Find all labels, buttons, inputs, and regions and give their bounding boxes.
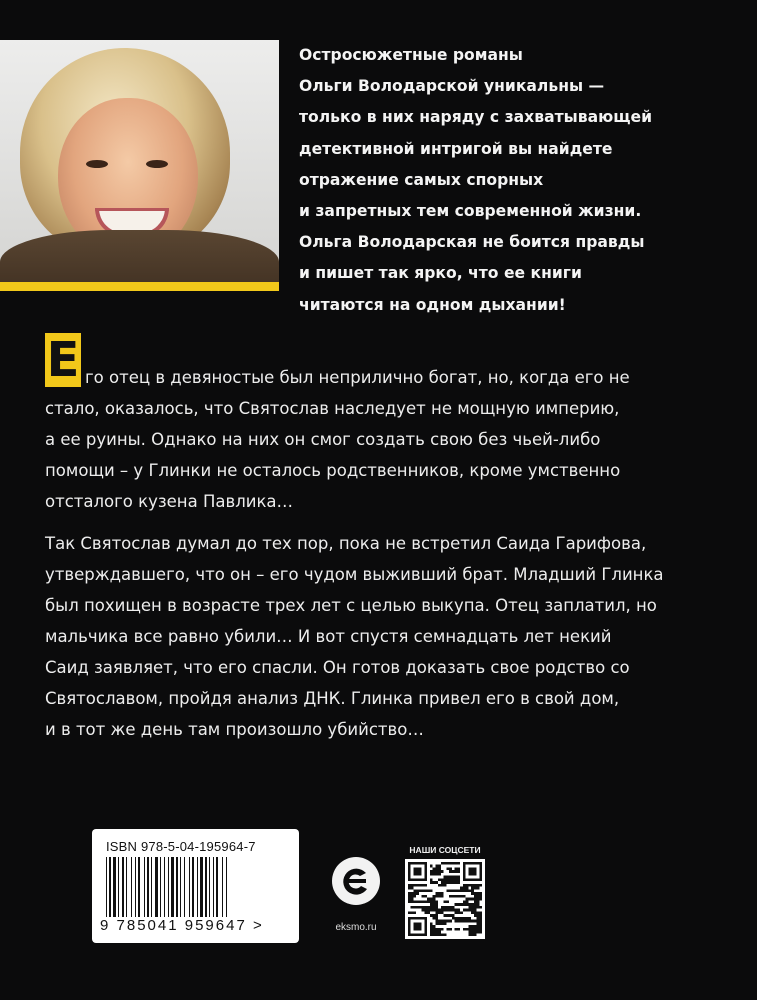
author-photo [0, 40, 279, 282]
qr-code-icon [405, 859, 485, 939]
story-line: Святославом, пройдя анализ ДНК. Глинка привел его в свой дом, [45, 689, 620, 708]
story-line: отсталого кузена Павлика… [45, 492, 294, 511]
photo-accent-bar [0, 282, 279, 291]
story-line: утверждавшего, что он – его чудом выживший брат. Младший Глинка [45, 565, 664, 584]
story-line: был похищен в возрасте трех лет с целью выкупа. Отец заплатил, но [45, 596, 657, 615]
blurb-line: и запретных тем современной жизни. [299, 202, 642, 221]
author-blurb [299, 40, 739, 321]
story-line: помощи – у Глинки не осталось родственников, кроме умственно [45, 461, 621, 480]
blurb-line: и пишет так ярко, что ее книги [299, 264, 582, 283]
blurb-line: Ольга Володарская не боится правды [299, 233, 645, 252]
eksmo-logo-icon [330, 855, 382, 907]
story-line: Так Святослав думал до тех пор, пока не встретил Саида Гарифова, [45, 534, 647, 553]
publisher-site: eksmo.ru [335, 922, 377, 933]
blurb-line: только в них наряду с захватывающей [299, 108, 653, 127]
story-line: го отец в девяностые был неприлично богат, но, когда его не [85, 368, 630, 387]
barcode-panel [92, 829, 299, 943]
story-paragraph-1 [45, 362, 725, 517]
barcode-number: 9 785041 959647 > [100, 917, 264, 934]
drop-cap: Е [46, 332, 80, 388]
barcode-icon [106, 857, 286, 917]
story-line: Саид заявляет, что его спасли. Он готов доказать свое родство со [45, 658, 630, 677]
blurb-line: читаются на одном дыхании! [299, 295, 566, 314]
social-title: НАШИ СОЦСЕТИ [409, 845, 481, 855]
story-line: стало, оказалось, что Святослав наследует не мощную империю, [45, 399, 620, 418]
story-line: а ее руины. Однако на них он смог создать свою без чьей-либо [45, 430, 601, 449]
blurb-line: детективной интригой вы найдете [299, 139, 613, 158]
blurb-line: отражение самых спорных [299, 170, 544, 189]
story-paragraph-2 [45, 528, 725, 745]
story-line: мальчика все равно убили… И вот спустя семнадцать лет некий [45, 627, 612, 646]
blurb-line: Ольги Володарской уникальны — [299, 77, 605, 96]
isbn-label: ISBN 978-5-04-195964-7 [106, 839, 256, 854]
story-line: и в тот же день там произошло убийство… [45, 720, 424, 739]
blurb-line: Остросюжетные романы [299, 46, 523, 64]
